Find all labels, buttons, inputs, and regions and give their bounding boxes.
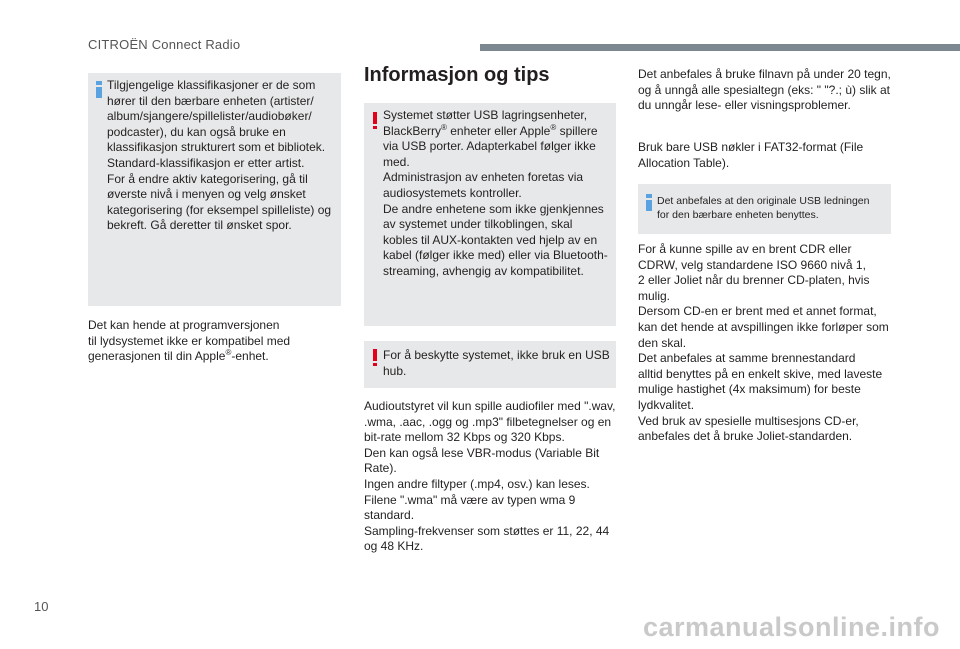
warning-icon [373, 349, 377, 366]
text-fragment: BlackBerry [383, 123, 442, 138]
info-icon [96, 81, 102, 98]
text-line: mulige hastighet (4x maksimum) for beste [638, 382, 861, 397]
watermark-link[interactable]: carmanualsonline.info [642, 612, 940, 642]
text-fragment: generasjonen til din Apple [88, 349, 226, 364]
text-line: og 48 KHz. [364, 539, 424, 554]
text-line: podcaster), du kan også bruke en [107, 124, 286, 139]
text-line: streaming, avhengig av kompatibilitet. [383, 263, 584, 278]
text-line: bit-rate mellom 32 Kbps og 320 Kbps. [364, 430, 565, 445]
text-line: via USB porter. Adapterkabel følger ikke [383, 139, 596, 154]
text-line: Ingen andre filtyper (.mp4, osv.) kan leses. [364, 476, 590, 491]
info-icon [646, 194, 652, 211]
text-line: Systemet støtter USB lagringsenheter, [383, 108, 588, 122]
text-line: standard. [364, 508, 415, 523]
text-line: album/sjangere/spillelister/audiobøker/ [107, 109, 312, 124]
compatibility-paragraph [88, 318, 290, 365]
section-title: Informasjon og tips [364, 64, 550, 86]
header-title: CITROËN Connect Radio [88, 37, 241, 52]
text-line: Audioutstyret vil kun spille audiofiler med ".wav, [364, 399, 616, 413]
text-line: du unngår lese- eller visningsproblemer. [638, 98, 851, 113]
text-line: Dersom CD-en er brent med et annet format, [638, 304, 877, 319]
text-line: kabel (følger ikke med) eller via Bluetooth- [383, 248, 608, 263]
text-line: Sampling-frekvenser som støttes er 11, 22, 44 [364, 523, 610, 538]
text-line: Det kan hende at programversjonen [88, 318, 280, 332]
text-fragment: enheter eller Apple [446, 123, 551, 138]
text-line: med. [383, 154, 410, 169]
text-line: Det anbefales å bruke filnavn på under 20 tegn, [638, 67, 891, 81]
text-line: .wma, .aac, .ogg og .mp3" filbetegnelser og en [364, 414, 612, 429]
warning-box-usb-hub [364, 341, 616, 388]
text-line [88, 349, 290, 365]
text-line: Standard-klassifikasjon er etter artist. [107, 155, 305, 170]
text-line: for den bærbare enheten benyttes. [657, 209, 819, 221]
registered-mark: ® [225, 348, 232, 358]
text-line: De andre enhetene som ikke gjenkjennes [383, 201, 604, 216]
text-line: For å endre aktiv kategorisering, gå til [107, 171, 308, 186]
info-box-usb-cable [638, 184, 891, 234]
text-line: For å kunne spille av en brent CDR eller [638, 242, 852, 256]
text-line: hub. [383, 363, 407, 378]
text-line: kobles til AUX-kontakten ved hjelp av en [383, 232, 598, 247]
text-fragment: -enhet. [231, 349, 269, 364]
warning-box-usb-support [364, 103, 616, 326]
text-line: 2 eller Joliet når du brenner CD-platen, hvis [638, 273, 870, 288]
text-line: hører til den bærbare enheten (artister/ [107, 93, 314, 108]
cd-burning-paragraph [638, 242, 889, 445]
page-number: 10 [34, 599, 49, 614]
info-box-classification [88, 73, 341, 306]
text-line: Det anbefales at samme brennestandard [638, 351, 856, 366]
text-line: audiosystemets kontroller. [383, 185, 522, 200]
text-line: til lydsystemet ikke er kompatibel med [88, 333, 291, 348]
text-line: Det anbefales at den originale USB ledningen [657, 195, 870, 207]
text-line: øverste nivå i menyen og velg ønsket [107, 187, 306, 202]
text-line: kategorisering (for eksempel spilleliste) og [107, 202, 332, 217]
text-line: og å unngå alle spesialtegn (eks: " "?.; ù) slik at [638, 82, 890, 97]
text-fragment: spillere [556, 123, 598, 138]
text-line: Den kan også lese VBR-modus (Variable Bit [364, 445, 600, 460]
text-line [383, 124, 610, 140]
text-line: Bruk bare USB nøkler i FAT32-format (File [638, 140, 864, 154]
text-line: For å beskytte systemet, ikke bruk en USB [383, 348, 610, 362]
registered-mark: ® [441, 122, 447, 132]
text-line: Filene ".wma" må være av typen wma 9 [364, 492, 576, 507]
text-line: Tilgjengelige klassifikasjoner er de som [107, 78, 316, 92]
text-line: alltid benyttes på en enkelt skive, med laveste [638, 366, 883, 381]
text-line: klassifikasjon strukturert som et bibliotek. [107, 140, 326, 155]
text-line: mulig. [638, 288, 671, 303]
text-line: den skal. [638, 335, 687, 350]
text-line: CDRW, velg standardene ISO 9660 nivå 1, [638, 257, 866, 272]
text-line: bekreft. Gå deretter til ønsket spor. [107, 218, 292, 233]
registered-mark: ® [550, 122, 557, 132]
text-line: Administrasjon av enheten foretas via [383, 170, 584, 185]
fat32-paragraph [638, 140, 863, 171]
filename-paragraph [638, 67, 891, 114]
header-bar [480, 44, 960, 51]
warning-icon [373, 112, 377, 129]
text-line: Allocation Table). [638, 155, 730, 170]
text-line: anbefales det å bruke Joliet-standarden. [638, 429, 853, 444]
text-line: lydkvalitet. [638, 397, 695, 412]
text-line: Ved bruk av spesielle multisesjons CD-er, [638, 413, 859, 428]
text-line: av systemet under tilkoblingen, skal [383, 217, 573, 232]
audio-formats-paragraph [364, 399, 615, 555]
text-line: kan det hende at avspillingen ikke forløper som [638, 319, 889, 334]
text-line: Rate). [364, 461, 397, 476]
